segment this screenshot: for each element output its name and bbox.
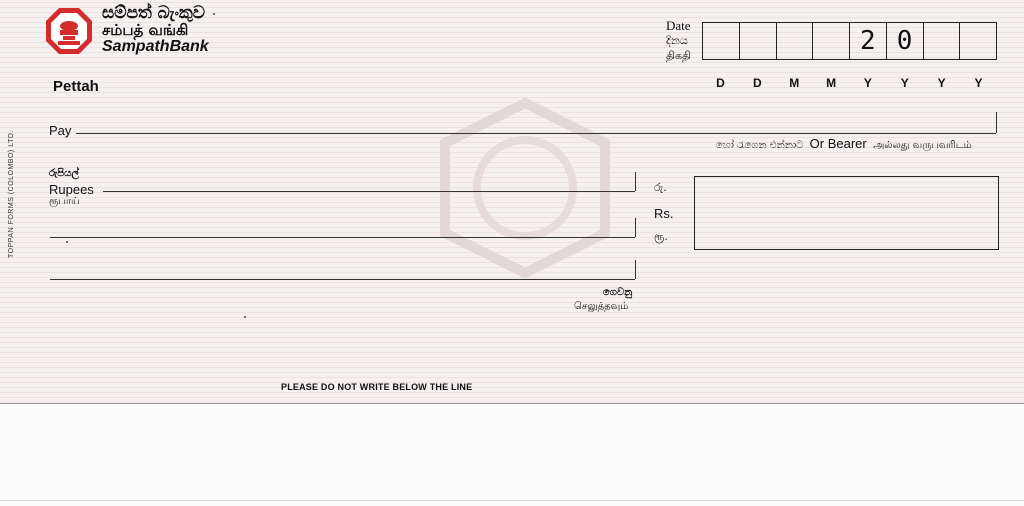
amount-words-line-3[interactable]: [50, 279, 635, 280]
amount-figures-box[interactable]: [694, 176, 999, 250]
date-label-english: Date: [666, 18, 691, 33]
payee-line-end: [996, 112, 997, 133]
date-format-y2: Y: [900, 76, 909, 90]
printer-imprint: TOPPAN FORMS (COLOMBO) LTD.: [8, 130, 15, 258]
date-format-m2: M: [826, 76, 837, 90]
amount-words-line-2-end: [635, 218, 636, 237]
rupees-label-sinhala: රුපියල්: [49, 168, 79, 179]
date-box-y4[interactable]: [959, 23, 996, 59]
ink-speck: [213, 13, 215, 15]
branch-name: Pettah: [53, 78, 99, 95]
bearer-tamil: அல்லது வருபவரிடம்: [873, 140, 972, 151]
pay-label: Pay: [49, 123, 72, 138]
date-box-d1[interactable]: [703, 23, 739, 59]
ink-speck: [244, 316, 246, 318]
bank-name-tamil: சம்பத் வங்கி: [102, 21, 189, 39]
rs-label-english: Rs.: [654, 206, 674, 221]
signature-label-sinhala: ගෙවනු: [603, 287, 633, 298]
amount-words-line-3-end: [635, 260, 636, 279]
date-box-y3[interactable]: [923, 23, 960, 59]
bank-name-english: SampathBank: [102, 38, 209, 55]
clearing-band: [0, 403, 1024, 506]
date-format-y3: Y: [937, 76, 946, 90]
sampath-bank-logo: [44, 6, 94, 56]
watermark-emblem: [425, 98, 625, 278]
rs-label-tamil: ரூ.: [654, 230, 668, 243]
date-label-sinhala: දිනය: [666, 34, 688, 47]
date-format-d2: D: [752, 76, 762, 90]
date-box-m2[interactable]: [812, 23, 849, 59]
date-format-row: [702, 76, 997, 90]
date-format-d1: D: [716, 76, 725, 90]
date-format-y1: Y: [863, 76, 872, 90]
bearer-english: Or Bearer: [809, 136, 867, 151]
payee-line[interactable]: [76, 133, 996, 134]
rupees-label-english: Rupees: [49, 182, 94, 197]
date-box-m1[interactable]: [776, 23, 813, 59]
date-boxes: [702, 22, 997, 60]
ink-speck: [66, 241, 68, 243]
rupees-label-tamil: ரூபாய்: [49, 196, 80, 207]
bank-name-sinhala: සම්පත් බැංකුව: [102, 3, 205, 23]
do-not-write-notice: PLEASE DO NOT WRITE BELOW THE LINE: [281, 382, 473, 392]
date-label-tamil: திகதி: [666, 49, 692, 62]
amount-words-line-1[interactable]: [103, 191, 635, 192]
amount-words-line-1-end: [635, 172, 636, 191]
date-format-y4: Y: [974, 76, 983, 90]
or-bearer-text: [716, 136, 972, 152]
amount-words-line-2[interactable]: [50, 237, 635, 238]
signature-label-tamil: செலுத்தவும்: [574, 301, 629, 312]
clearing-band-edge: [0, 500, 1024, 501]
date-box-y2[interactable]: 0: [886, 23, 923, 59]
date-format-m1: M: [789, 76, 800, 90]
date-box-y1[interactable]: 2: [849, 23, 886, 59]
rs-label-sinhala: රු.: [654, 181, 667, 194]
date-box-d2[interactable]: [739, 23, 776, 59]
bearer-sinhala: හෝ රැගෙන එන්නාට: [716, 140, 804, 151]
